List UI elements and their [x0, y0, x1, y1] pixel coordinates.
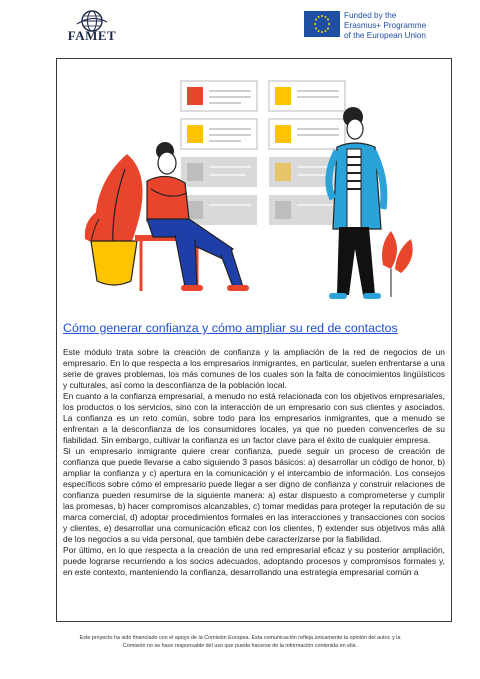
body-paragraph: Si un empresario inmigrante quiere crear confianza, puede seguir un proceso de creación de confianza que puede llevarse a cabo siguiendo 3 pasos básicos: a) desarrollar un código de honor, b) ampliar la confianza y c) apertura en la comunicación y el intercambio de información. Los consejos específicos sobre cómo el empresario puede llegar a ser digno de confianza y construir relaciones de confianza pueden resumirse de la siguiente manera: a) estar dispuesto a comprometerse y cumplir las promesas, b) hacer compromisos alcanzables, c) tomar medidas para proteger la reputación de su marca comercial, d) adoptar procedimientos formales en las interacciones y transacciones con socios y clientes, e) desarrollar una comunicación eficaz con los clientes, f) extender sus objetivos más allá de los negocios a su vida personal, que también debe caracterizarse por la fiabilidad. [63, 446, 445, 544]
content-frame [56, 58, 452, 622]
body-paragraph: Por último, en lo que respecta a la creación de una red empresarial eficaz y su posterior ampliación, puede lograrse recurriendo a los socios adecuados, adoptando procesos y compromisos formales y, en este contexto, manteniendo la confianza, desarrollando una estrategia empresarial común a [63, 545, 445, 577]
footer-line: Este proyecto ha sido financiado con el apoyo de la Comisión Europea. Esta comunicación refleja únicamente la opinión del autor, y la [79, 635, 401, 641]
eu-flag-icon [304, 11, 340, 37]
eu-funding-text [344, 11, 464, 41]
page-header [0, 0, 480, 52]
famet-logo-text: FAMET [67, 28, 117, 43]
info-cards-icon [181, 81, 345, 225]
famet-logo [62, 10, 122, 44]
eu-funding-line: Erasmus+ Programme [344, 21, 427, 30]
body-paragraph: En cuanto a la confianza empresarial, a menudo no está relacionada con los objetivos empresariales, los productos o los servicios, sino con la interacción de un empresario con sus clientes y asociados. La confianza es un reto común, sobre todo para los empresarios inmigrantes, que a menudo se enfrentan a la desconfianza de los consumidores locales, ya que no pueden convencerles de su fiabilidad. Sin embargo, cultivar la confianza es un factor clave para el éxito de cualquier empresa. [63, 391, 445, 445]
eu-funding-line: of the European Union [344, 31, 426, 40]
plant-pot-icon [382, 231, 413, 297]
eu-funding-line: Funded by the [344, 11, 397, 20]
footer-line: Comisión no se hace responsable del uso que pueda hacerse de la información contenida en ella. [122, 643, 358, 649]
document-body [63, 347, 445, 578]
page-footer [40, 634, 440, 650]
business-people-illustration [57, 59, 451, 311]
plant-pot-icon [85, 154, 143, 285]
document-title: Cómo generar confianza y cómo ampliar su red de contactos [63, 321, 398, 335]
body-paragraph: Este módulo trata sobre la creación de confianza y la ampliación de la red de negocios de un empresario. En lo que respecta a los empresarios inmigrantes, en particular, suelen enfrentarse a una serie de graves problemas, los más comunes de los cuales son la falta de conocimientos lingüísticos y culturales, así como la desconfianza de la población local. [63, 347, 445, 390]
